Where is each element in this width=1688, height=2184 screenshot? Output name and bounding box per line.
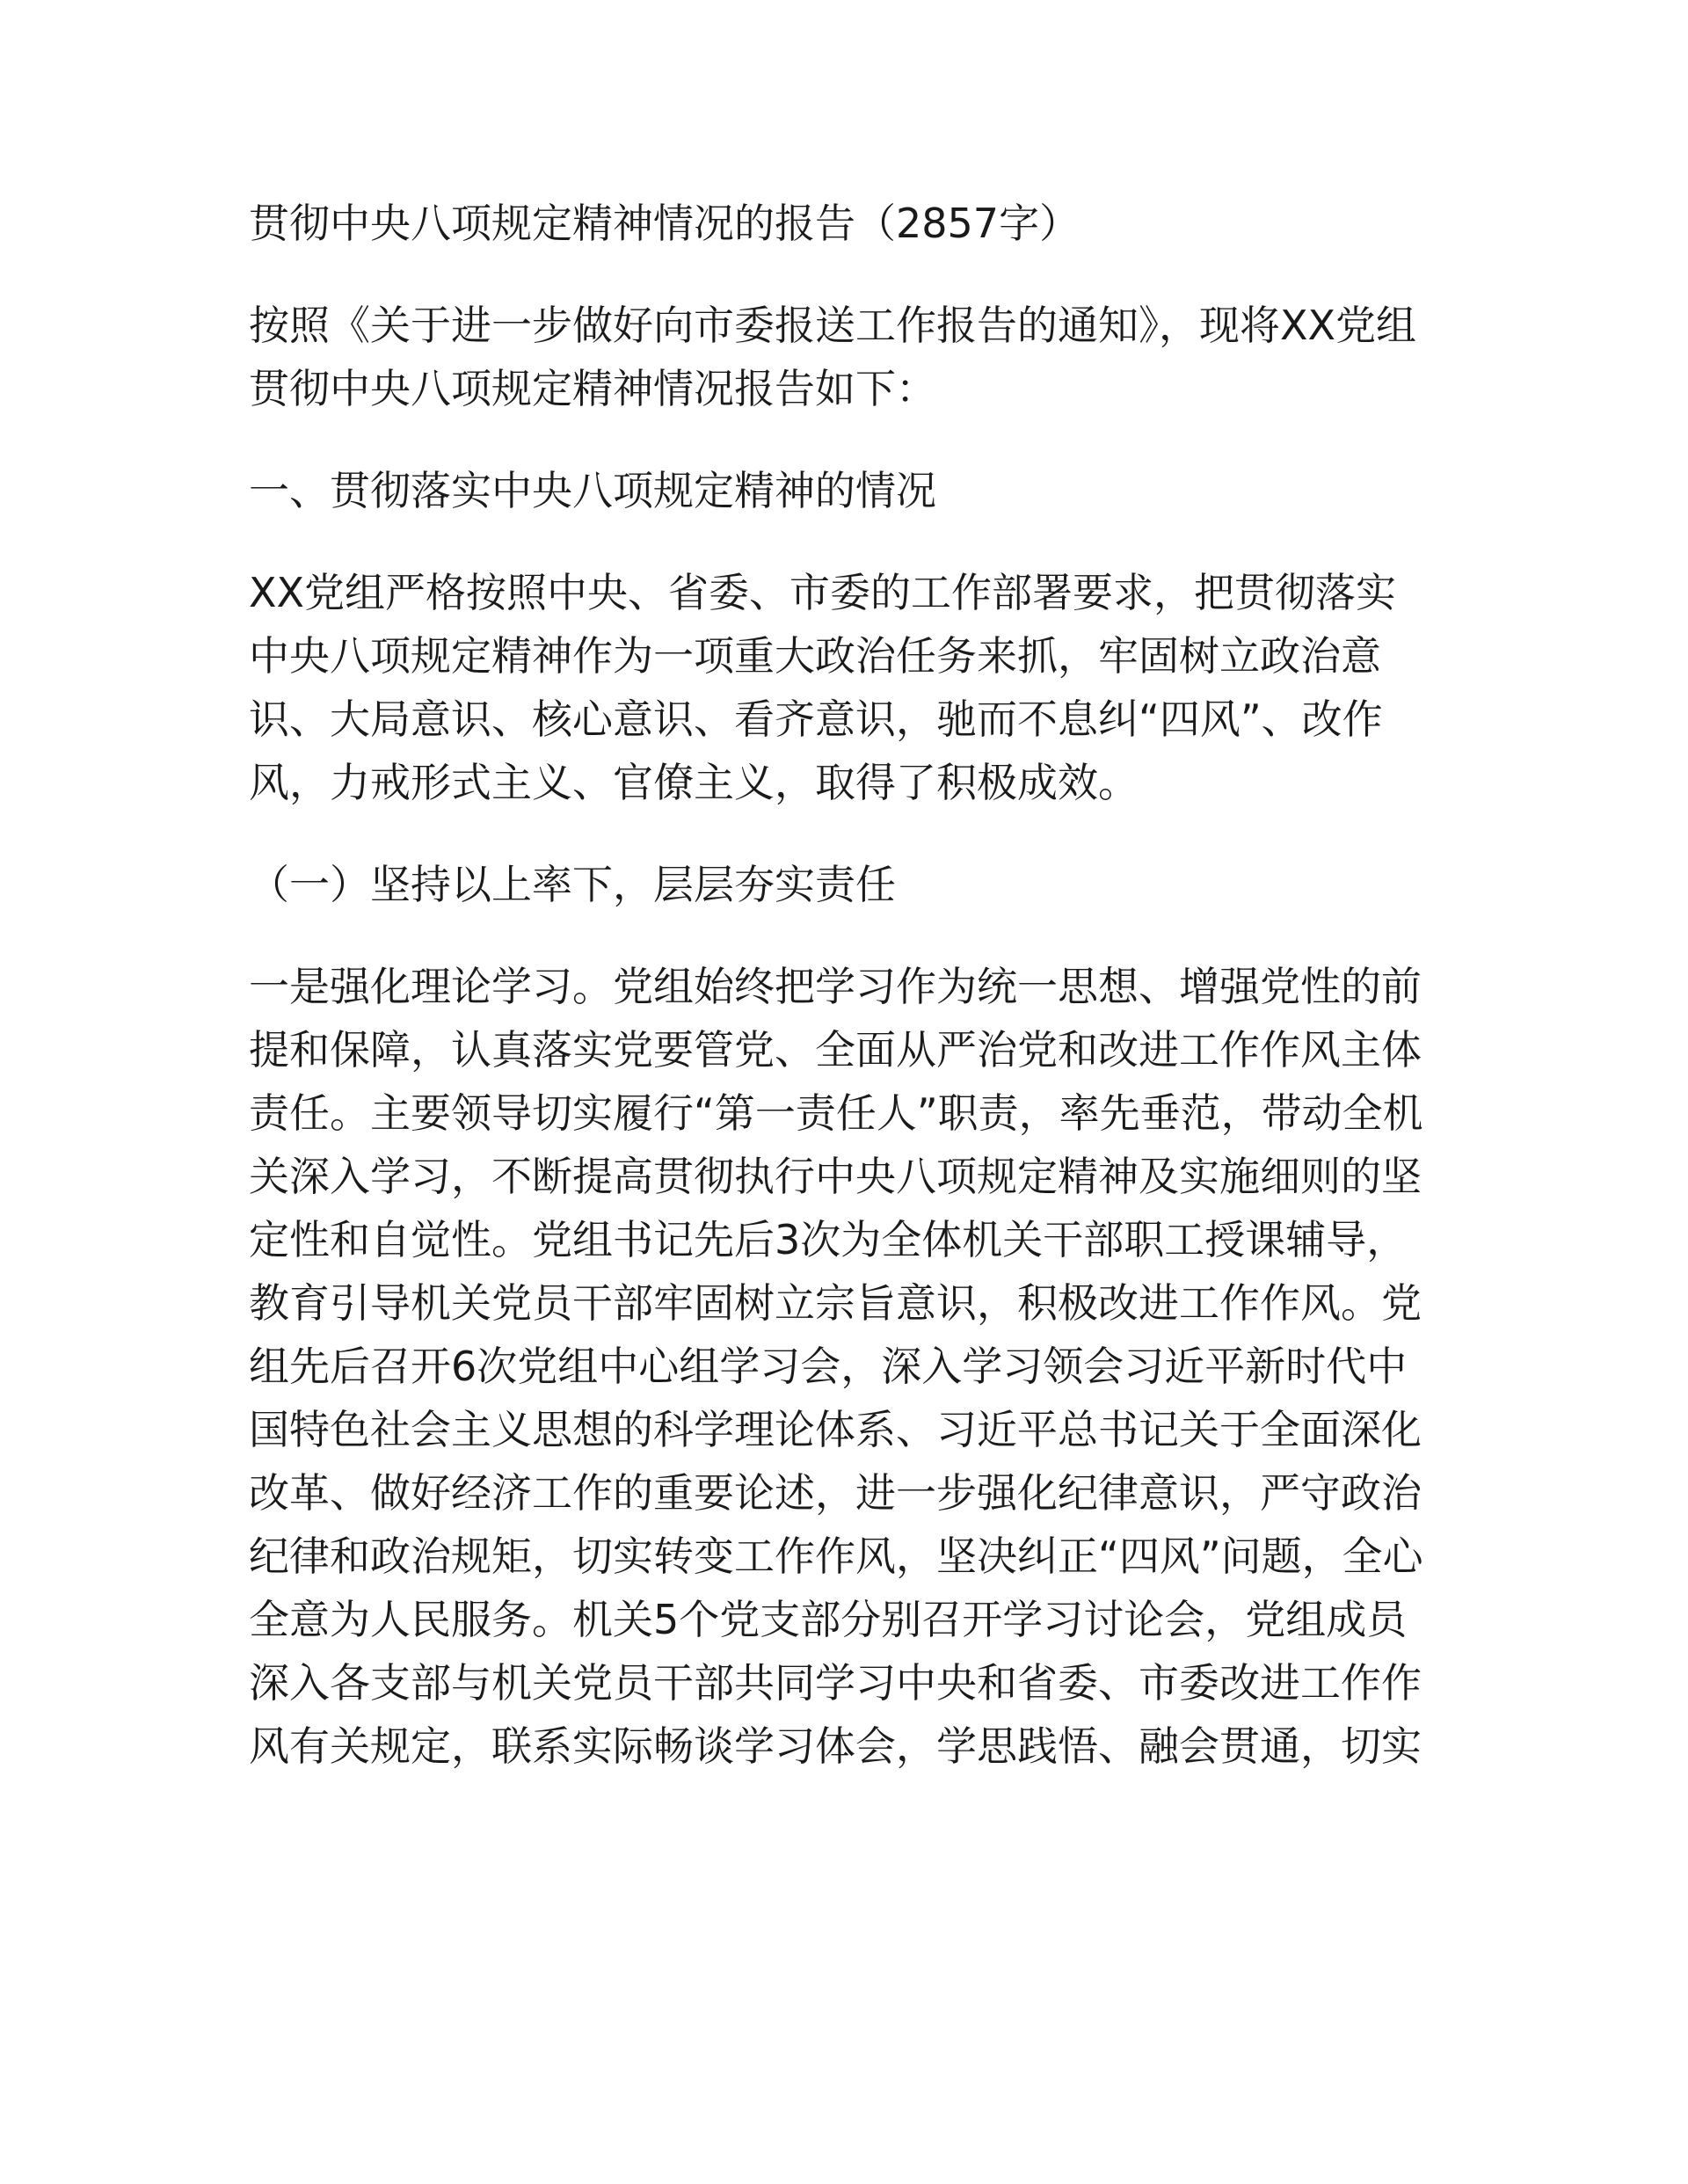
subsection-paragraph: 一是强化理论学习。党组始终把学习作为统一思想、增强党性的前提和保障，认真落实党要管党、全面从严治党和改进工作作风主体责任。主要领导切实履行“第一责任人”职责，率先垂范，带动全机关深入学习，不断提高贯彻执行中央八项规定精神及实施细则的坚定性和自觉性。党组书记先后3次为全体机关干部职工授课辅导，教育引导机关党员干部牢固树立宗旨意识，积极改进工作作风。党组先后召开6次党组中心组学习会，深入学习领会习近平新时代中国特色社会主义思想的科学理论体系、习近平总书记关于全面深化改革、做好经济工作的重要论述，进一步强化纪律意识，严守政治纪律和政治规矩，切实转变工作作风，坚决纠正“四风”问题，全心全意为人民服务。机关5个党支部分别召开学习讨论会，党组成员深入各支部与机关党员干部共同学习中央和省委、市委改进工作作风有关规定，联系实际畅谈学习体会，学思践悟、融会贯通，切实 (249, 963, 1423, 1770)
section-heading: 一、贯彻落实中央八项规定精神的情况 (249, 467, 936, 514)
document-title: 贯彻中央八项规定精神情况的报告（2857字） (249, 200, 1080, 247)
subsection-heading: （一）坚持以上率下，层层夯实责任 (249, 861, 896, 908)
intro-paragraph: 按照《关于进一步做好向市委报送工作报告的通知》，现将XX党组贯彻中央八项规定精神情况报告如下： (249, 302, 1417, 412)
section-paragraph: XX党组严格按照中央、省委、市委的工作部署要求，把贯彻落实中央八项规定精神作为一项重大政治任务来抓，牢固树立政治意识、大局意识、核心意识、看齐意识，驰而不息纠“四风”、改作风，力戒形式主义、官僚主义，取得了积极成效。 (249, 569, 1397, 806)
document-body (249, 192, 1436, 1816)
